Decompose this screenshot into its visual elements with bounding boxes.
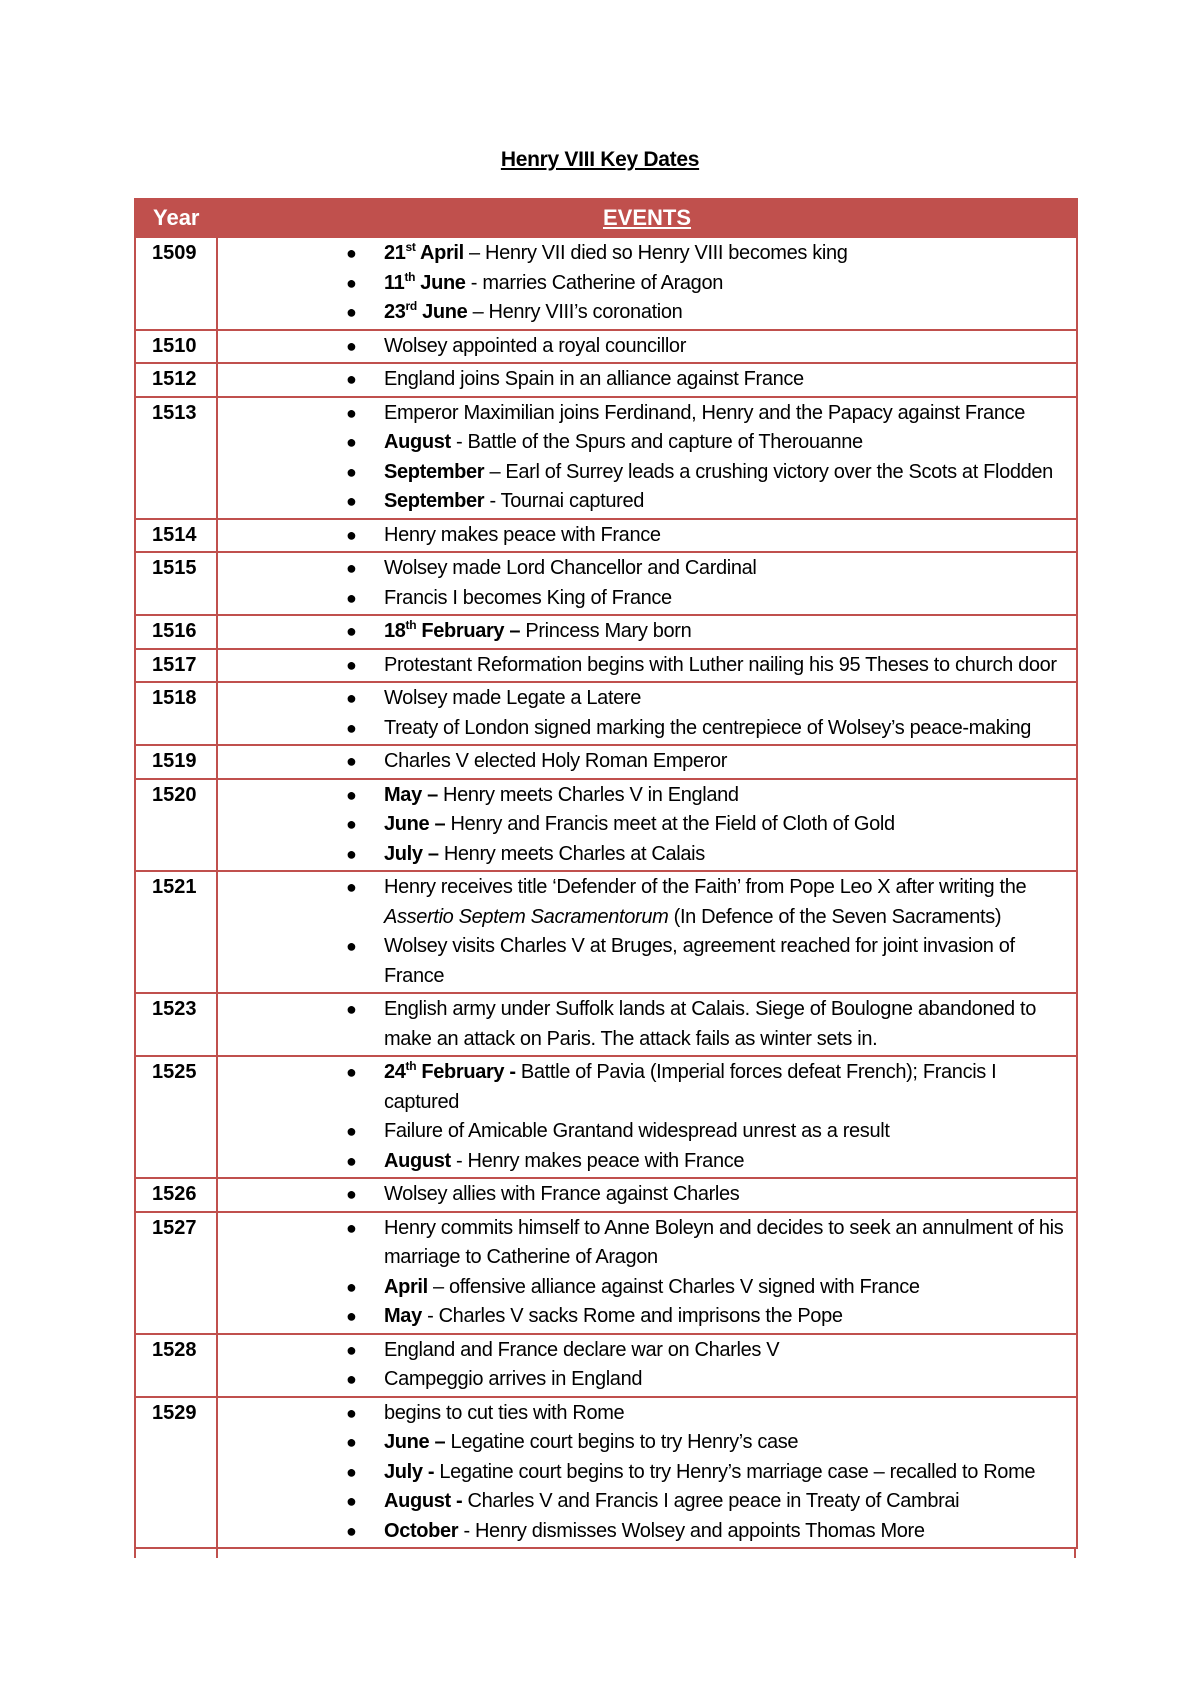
event-text: (In Defence of the Seven Sacraments): [668, 905, 1002, 928]
event-text: Wolsey made Lord Chancellor and Cardinal: [384, 557, 757, 579]
year-cell: 1515: [135, 552, 217, 615]
event-date: May: [384, 1305, 422, 1327]
event-text: Charles V sacks Rome and imprisons the Pope: [438, 1305, 843, 1327]
event-text: Battle of Pavia (Imperial forces defeat French); Francis I captured: [384, 1061, 997, 1113]
event-date: July: [384, 1460, 423, 1483]
table-row: [135, 552, 1077, 615]
page-title: Henry VIII Key Dates: [500, 148, 700, 171]
event-text: Treaty of London signed marking the centrepiece of Wolsey’s peace-making: [384, 716, 1032, 739]
event-separator: –: [422, 842, 444, 865]
event-separator: -: [465, 271, 483, 294]
events-cell: [217, 682, 1077, 745]
bullet-icon: ●: [346, 369, 357, 389]
bullet-icon: ●: [346, 1339, 357, 1360]
event-text: Battle of the Spurs and capture of Therouanne: [467, 431, 863, 453]
event-item: [218, 995, 1076, 1054]
event-list: [218, 554, 1076, 613]
event-list: [218, 1399, 1076, 1547]
events-cell: [217, 993, 1077, 1056]
event-text: Legatine court begins to try Henry’s case: [450, 1431, 799, 1453]
event-separator: –: [467, 301, 489, 323]
bullet-icon: ●: [346, 587, 357, 608]
bullet-icon: ●: [346, 1520, 357, 1541]
event-text: Henry receives title ‘Defender of the Faith’ from Pope Leo X after writing the: [384, 876, 1027, 898]
event-item: [218, 554, 1076, 584]
events-cell: [217, 519, 1077, 553]
event-text: Protestant Reformation begins with Luther nailing his 95 Theses to church door: [384, 653, 1057, 676]
event-item: [218, 487, 1076, 517]
bullet-icon: ●: [346, 402, 357, 423]
table-continuation-line: [216, 1548, 218, 1558]
event-text: Legatine court begins to try Henry’s marriage case – recalled to Rome: [439, 1460, 1036, 1483]
bullet-icon: ●: [346, 558, 357, 578]
event-item: [218, 1214, 1076, 1273]
events-cell: [217, 1334, 1077, 1397]
event-text: Wolsey made Legate a Latere: [384, 687, 642, 709]
table-row: [135, 1212, 1077, 1334]
bullet-icon: ●: [346, 1276, 357, 1297]
table-row: [135, 993, 1077, 1056]
event-separator: -: [450, 1490, 468, 1512]
event-text: Francis I becomes King of France: [384, 586, 672, 609]
event-item: [218, 747, 1076, 777]
event-month: February: [416, 1061, 505, 1083]
event-list: [218, 365, 1076, 395]
events-cell: [217, 745, 1077, 779]
bullet-icon: ●: [346, 688, 357, 708]
event-item: [218, 399, 1076, 429]
event-text: Tournai captured: [500, 490, 644, 512]
event-separator: –: [429, 813, 451, 835]
events-cell: [217, 1212, 1077, 1334]
event-item: [218, 1487, 1076, 1517]
bullet-icon: ●: [346, 432, 357, 452]
table-row: [135, 649, 1077, 683]
events-cell: [217, 779, 1077, 872]
event-date: August: [384, 1149, 451, 1172]
events-cell: [217, 397, 1077, 519]
year-cell: 1517: [135, 649, 217, 683]
year-cell: 1510: [135, 330, 217, 364]
event-date: July: [384, 842, 423, 865]
event-list: [218, 781, 1076, 870]
events-cell: [217, 615, 1077, 649]
event-item: [218, 1058, 1076, 1117]
bullet-icon: ●: [346, 524, 357, 545]
event-list: [218, 617, 1076, 647]
event-separator: -: [450, 1149, 468, 1172]
table-row: [135, 1334, 1077, 1397]
event-text: Princess Mary born: [525, 620, 692, 642]
events-cell: [217, 363, 1077, 397]
date-ordinal-suffix: th: [405, 1059, 417, 1073]
event-list: [218, 239, 1076, 328]
events-column-header: EVENTS: [217, 199, 1077, 237]
event-text: Charles V elected Holy Roman Emperor: [384, 750, 728, 772]
year-cell: 1521: [135, 871, 217, 993]
events-cell: [217, 1056, 1077, 1178]
bullet-icon: ●: [346, 272, 357, 293]
event-date: September: [384, 460, 485, 483]
event-list: [218, 873, 1076, 991]
event-date: June: [384, 1431, 430, 1453]
event-list: [218, 1336, 1076, 1395]
bullet-icon: ●: [346, 999, 357, 1019]
year-cell: 1527: [135, 1212, 217, 1334]
event-item: [218, 269, 1076, 299]
event-month: February: [416, 620, 505, 642]
bullet-icon: ●: [346, 1402, 357, 1423]
event-item: [218, 1302, 1076, 1332]
events-cell: [217, 871, 1077, 993]
event-text: Henry commits himself to Anne Boleyn and decides to seek an annulment of his marriage to Catherine of Aragon: [384, 1216, 1064, 1268]
event-list: [218, 332, 1076, 362]
event-item: [218, 714, 1076, 744]
event-item: [218, 1336, 1076, 1366]
table-row: [135, 519, 1077, 553]
event-item: [218, 298, 1076, 328]
event-item: [218, 1428, 1076, 1458]
event-text: Earl of Surrey leads a crushing victory over the Scots at Flodden: [505, 460, 1053, 483]
bullet-icon: ●: [346, 491, 357, 511]
event-item: [218, 521, 1076, 551]
bullet-icon: ●: [346, 1491, 357, 1511]
bullet-icon: ●: [346, 243, 357, 263]
table-body: [135, 237, 1077, 1548]
event-list: [218, 399, 1076, 517]
year-cell: 1519: [135, 745, 217, 779]
event-item: [218, 1180, 1076, 1210]
year-cell: 1525: [135, 1056, 217, 1178]
event-text: marries Catherine of Aragon: [482, 271, 724, 294]
event-item: [218, 1365, 1076, 1395]
bullet-icon: ●: [346, 302, 357, 322]
year-cell: 1520: [135, 779, 217, 872]
events-cell: [217, 1397, 1077, 1549]
bullet-icon: ●: [346, 621, 357, 641]
events-cell: [217, 1178, 1077, 1212]
event-list: [218, 521, 1076, 551]
event-item: [218, 1147, 1076, 1177]
event-item: [218, 584, 1076, 614]
bullet-icon: ●: [346, 784, 357, 805]
event-date: 11: [384, 271, 405, 294]
event-text: England joins Spain in an alliance against France: [384, 368, 804, 390]
bullet-icon: ●: [346, 843, 357, 864]
year-cell: 1514: [135, 519, 217, 553]
event-text: Emperor Maximilian joins Ferdinand, Henry and the Papacy against France: [384, 401, 1026, 424]
date-ordinal-suffix: th: [405, 618, 417, 632]
event-text-italic: Assertio Septem Sacramentorum: [384, 905, 669, 928]
year-cell: 1529: [135, 1397, 217, 1549]
table-row: [135, 1056, 1077, 1178]
event-item: [218, 365, 1076, 395]
event-separator: -: [484, 490, 501, 512]
table-row: [135, 363, 1077, 397]
event-item: [218, 651, 1076, 681]
events-cell: [217, 649, 1077, 683]
event-month: June: [416, 301, 468, 323]
event-text: Campeggio arrives in England: [384, 1368, 643, 1390]
table-row: [135, 871, 1077, 993]
event-item: [218, 239, 1076, 269]
event-list: [218, 1180, 1076, 1210]
events-cell: [217, 552, 1077, 615]
bullet-icon: ●: [346, 1432, 357, 1452]
event-month: April: [415, 242, 464, 264]
year-cell: 1512: [135, 363, 217, 397]
event-text: Henry meets Charles at Calais: [443, 842, 705, 865]
year-cell: 1509: [135, 237, 217, 330]
table-header-row: [135, 199, 1077, 237]
event-item: [218, 1517, 1076, 1547]
year-cell: 1516: [135, 615, 217, 649]
event-text: Henry VII died so Henry VIII becomes king: [485, 242, 848, 264]
event-list: [218, 651, 1076, 681]
event-list: [218, 747, 1076, 777]
event-item: [218, 932, 1076, 991]
event-date: August: [384, 1490, 451, 1512]
event-item: [218, 1273, 1076, 1303]
table-row: [135, 397, 1077, 519]
table-row: [135, 745, 1077, 779]
event-separator: -: [458, 1519, 475, 1542]
event-separator: –: [504, 620, 526, 642]
bullet-icon: ●: [346, 814, 357, 834]
bullet-icon: ●: [346, 1062, 357, 1082]
event-date: 24: [384, 1061, 406, 1083]
bullet-icon: ●: [346, 1150, 357, 1171]
event-separator: –: [463, 242, 485, 264]
event-list: [218, 1214, 1076, 1332]
event-list: [218, 1058, 1076, 1176]
event-text: Henry and Francis meet at the Field of Cloth of Gold: [450, 813, 895, 835]
event-item: [218, 840, 1076, 870]
bullet-icon: ●: [346, 1306, 357, 1326]
events-cell: [217, 237, 1077, 330]
event-text: Charles V and Francis I agree peace in Treaty of Cambrai: [467, 1490, 960, 1512]
event-item: [218, 458, 1076, 488]
bullet-icon: ●: [346, 1461, 357, 1482]
event-date: September: [384, 490, 485, 512]
event-date: October: [384, 1519, 459, 1542]
event-text: Wolsey visits Charles V at Bruges, agreement reached for joint invasion of France: [384, 935, 1015, 987]
event-item: [218, 617, 1076, 647]
bullet-icon: ●: [346, 936, 357, 956]
year-cell: 1526: [135, 1178, 217, 1212]
event-list: [218, 995, 1076, 1054]
date-ordinal-suffix: st: [405, 240, 416, 254]
event-separator: –: [429, 1431, 451, 1453]
table-row: [135, 682, 1077, 745]
bullet-icon: ●: [346, 751, 357, 771]
event-date: May: [384, 783, 422, 806]
event-item: [218, 332, 1076, 362]
key-dates-table: [134, 198, 1078, 1549]
event-text: Henry meets Charles V in England: [443, 783, 739, 806]
bullet-icon: ●: [346, 1121, 357, 1141]
event-separator: –: [421, 783, 444, 806]
table-continuation-line: [1074, 1548, 1076, 1558]
year-cell: 1523: [135, 993, 217, 1056]
year-cell: 1528: [135, 1334, 217, 1397]
event-separator: -: [450, 431, 468, 453]
event-separator: –: [484, 460, 506, 483]
event-date: 18: [384, 620, 406, 642]
bullet-icon: ●: [346, 654, 357, 675]
event-item: [218, 428, 1076, 458]
table-row: [135, 1178, 1077, 1212]
event-separator: –: [427, 1275, 449, 1298]
event-text: English army under Suffolk lands at Calais. Siege of Boulogne abandoned to make an attack on Paris. The attack fails as winter sets in.: [384, 998, 1036, 1050]
event-item: [218, 1399, 1076, 1429]
year-column-header: Year: [135, 199, 217, 237]
event-text: Henry VIII’s coronation: [488, 301, 683, 323]
event-text: offensive alliance against Charles V signed with France: [449, 1275, 920, 1298]
table-row: [135, 330, 1077, 364]
event-item: [218, 810, 1076, 840]
table-row: [135, 615, 1077, 649]
event-text: Henry makes peace with France: [384, 523, 661, 546]
date-ordinal-suffix: th: [404, 269, 416, 284]
bullet-icon: ●: [346, 1369, 357, 1389]
event-item: [218, 781, 1076, 811]
bullet-icon: ●: [346, 1184, 357, 1204]
event-item: [218, 684, 1076, 714]
event-separator: -: [421, 1305, 439, 1327]
event-text: Wolsey allies with France against Charles: [384, 1183, 740, 1205]
year-cell: 1513: [135, 397, 217, 519]
bullet-icon: ●: [346, 717, 357, 738]
event-item: [218, 1117, 1076, 1147]
event-item: [218, 1458, 1076, 1488]
events-cell: [217, 330, 1077, 364]
bullet-icon: ●: [346, 335, 357, 356]
event-text: Failure of Amicable Grantand widespread unrest as a result: [384, 1120, 890, 1142]
event-text: Wolsey appointed a royal councillor: [384, 334, 686, 357]
event-text: Henry makes peace with France: [467, 1149, 745, 1172]
bullet-icon: ●: [346, 461, 357, 482]
event-date: 21: [384, 242, 406, 264]
event-list: [218, 684, 1076, 743]
event-separator: -: [504, 1061, 521, 1083]
event-month: June: [415, 271, 466, 294]
event-text: England and France declare war on Charles V: [384, 1338, 780, 1361]
event-text: Henry dismisses Wolsey and appoints Thomas More: [474, 1519, 925, 1542]
event-separator: -: [422, 1460, 440, 1483]
bullet-icon: ●: [346, 877, 357, 897]
event-date: June: [384, 813, 430, 835]
table-continuation-line: [134, 1548, 136, 1558]
table-row: [135, 1397, 1077, 1549]
table-row: [135, 779, 1077, 872]
date-ordinal-suffix: rd: [405, 299, 417, 313]
event-date: August: [384, 431, 451, 453]
table-row: [135, 237, 1077, 330]
event-text: begins to cut ties with Rome: [384, 1401, 625, 1424]
year-cell: 1518: [135, 682, 217, 745]
event-item: [218, 873, 1076, 932]
bullet-icon: ●: [346, 1217, 357, 1238]
event-date: April: [384, 1275, 428, 1298]
event-date: 23: [384, 301, 406, 323]
